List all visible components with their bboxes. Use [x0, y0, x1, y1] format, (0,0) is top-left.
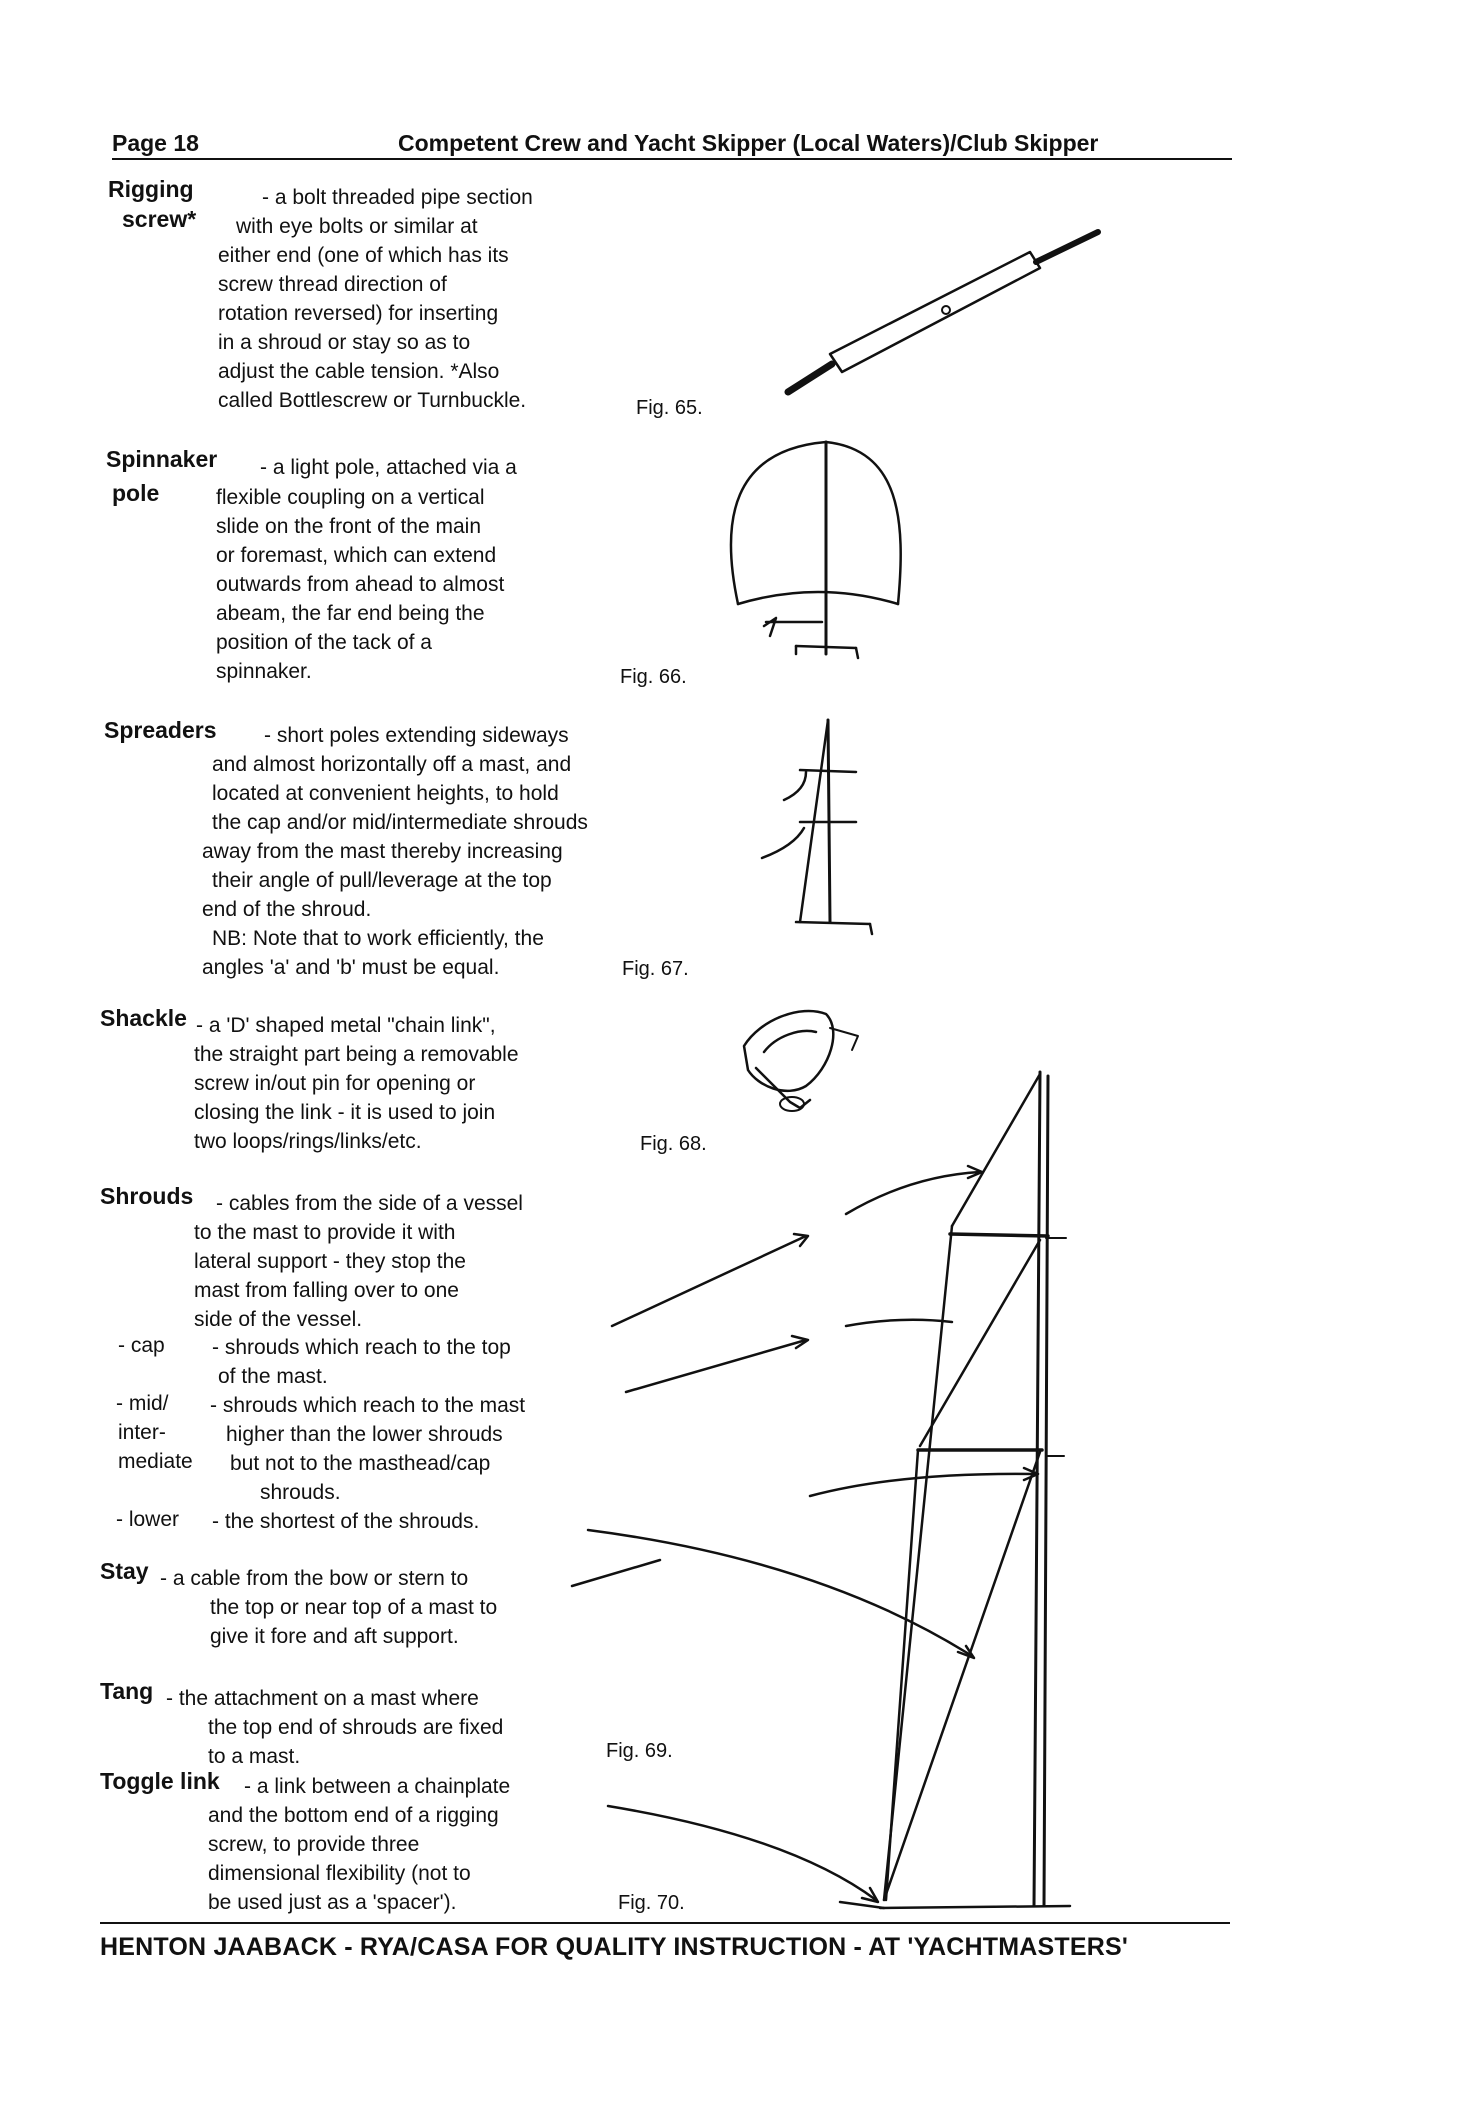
page-footer: HENTON JAABACK - RYA/CASA FOR QUALITY INSTRUCTION - AT 'YACHTMASTERS'	[100, 1933, 1129, 1961]
def-line: - a link between a chainplate	[244, 1775, 511, 1798]
def-line: - cables from the side of a vessel	[216, 1192, 523, 1215]
def-line: closing the link - it is used to join	[194, 1101, 496, 1124]
term-spinnaker-pole-2: pole	[112, 480, 160, 506]
def-line: outwards from ahead to almost	[216, 573, 505, 596]
def-line: - a 'D' shaped metal "chain link",	[196, 1014, 496, 1037]
def-line: the straight part being a removable	[194, 1043, 519, 1066]
def-line: abeam, the far end being the	[216, 602, 485, 625]
shroud-cap-label: - cap	[118, 1334, 165, 1357]
figure-caption-67: Fig. 67.	[622, 958, 689, 980]
shackle-illustration	[744, 1011, 858, 1111]
def-line: higher than the lower shrouds	[226, 1423, 503, 1446]
def-line: shrouds.	[260, 1481, 341, 1504]
figure-caption-70: Fig. 70.	[618, 1892, 685, 1914]
def-line: spinnaker.	[216, 660, 312, 683]
def-line: away from the mast thereby increasing	[202, 840, 563, 863]
shroud-mid-label: - mid/	[116, 1392, 169, 1415]
def-line: - a light pole, attached via a	[260, 456, 517, 479]
spinnaker-illustration	[731, 442, 901, 658]
def-line: and almost horizontally off a mast, and	[212, 753, 572, 776]
def-line: but not to the masthead/cap	[230, 1452, 491, 1475]
def-line: slide on the front of the main	[216, 515, 481, 538]
def-line: - a cable from the bow or stern to	[160, 1567, 469, 1590]
term-rigging-screw-2: screw*	[122, 206, 197, 232]
def-line: angles 'a' and 'b' must be equal.	[202, 956, 500, 979]
def-line: located at convenient heights, to hold	[212, 782, 559, 805]
term-tang: Tang	[100, 1678, 154, 1704]
def-line: and the bottom end of a rigging	[208, 1804, 499, 1827]
shroud-lower-label: - lower	[116, 1508, 180, 1531]
figure-caption-66: Fig. 66.	[620, 666, 687, 688]
def-line: position of the tack of a	[216, 631, 432, 654]
def-line: screw, to provide three	[208, 1833, 420, 1856]
term-stay: Stay	[100, 1558, 149, 1584]
def-line: rotation reversed) for inserting	[218, 302, 499, 325]
def-line: - the attachment on a mast where	[166, 1687, 479, 1710]
def-line: to a mast.	[208, 1745, 301, 1768]
def-line: to the mast to provide it with	[194, 1221, 456, 1244]
def-line: dimensional flexibility (not to	[208, 1862, 471, 1885]
def-line: lateral support - they stop the	[194, 1250, 466, 1273]
def-line: with eye bolts or similar at	[236, 215, 478, 238]
figure-caption-69: Fig. 69.	[606, 1740, 673, 1762]
shroud-mid-label: inter-	[118, 1421, 166, 1444]
def-line: end of the shroud.	[202, 898, 372, 921]
shroud-mid-label: mediate	[118, 1450, 193, 1473]
def-line: screw in/out pin for opening or	[194, 1072, 476, 1095]
term-shrouds: Shrouds	[100, 1183, 194, 1209]
def-line: either end (one of which has its	[218, 244, 509, 267]
rigging-screw-illustration	[788, 232, 1098, 392]
def-line: be used just as a 'spacer').	[208, 1891, 457, 1914]
def-line: - short poles extending sideways	[264, 724, 569, 747]
def-line: - a bolt threaded pipe section	[262, 186, 533, 209]
term-toggle-link: Toggle link	[100, 1768, 220, 1794]
def-line: flexible coupling on a vertical	[216, 486, 485, 509]
def-line: the top or near top of a mast to	[210, 1596, 498, 1619]
def-line: give it fore and aft support.	[210, 1625, 459, 1648]
figure-caption-65: Fig. 65.	[636, 397, 703, 419]
def-line: the cap and/or mid/intermediate shrouds	[212, 811, 588, 834]
term-shackle: Shackle	[100, 1005, 187, 1031]
term-spinnaker-pole: Spinnaker	[106, 446, 218, 472]
page-number: Page 18	[112, 130, 199, 156]
def-line: - the shortest of the shrouds.	[212, 1510, 480, 1533]
def-line: NB: Note that to work efficiently, the	[212, 927, 544, 950]
mast-rigging-illustration	[572, 1072, 1070, 1908]
def-line: of the mast.	[218, 1365, 328, 1388]
def-line: - shrouds which reach to the top	[212, 1336, 511, 1359]
term-spreaders: Spreaders	[104, 717, 217, 743]
def-line: or foremast, which can extend	[216, 544, 497, 567]
def-line: screw thread direction of	[218, 273, 447, 296]
def-line: their angle of pull/leverage at the top	[212, 869, 552, 892]
def-line: side of the vessel.	[194, 1308, 363, 1331]
def-line: adjust the cable tension. *Also	[218, 360, 500, 383]
figure-caption-68: Fig. 68.	[640, 1133, 707, 1155]
def-line: two loops/rings/links/etc.	[194, 1130, 422, 1153]
page-title: Competent Crew and Yacht Skipper (Local Waters)/Club Skipper	[398, 130, 1099, 156]
term-rigging-screw: Rigging	[108, 176, 194, 202]
def-line: mast from falling over to one	[194, 1279, 459, 1302]
spreaders-illustration	[762, 720, 872, 934]
def-line: - shrouds which reach to the mast	[210, 1394, 526, 1417]
def-line: in a shroud or stay so as to	[218, 331, 471, 354]
def-line: the top end of shrouds are fixed	[208, 1716, 504, 1739]
def-line: called Bottlescrew or Turnbuckle.	[218, 389, 527, 412]
